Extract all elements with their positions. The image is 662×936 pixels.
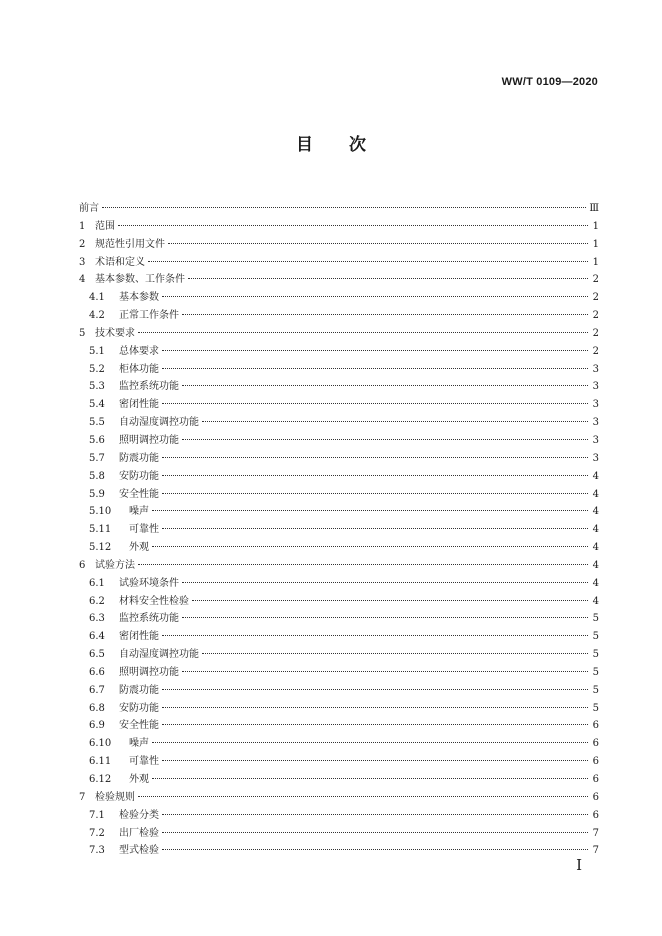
toc-entry-number: 6.4 <box>89 631 105 643</box>
toc-leader-dots <box>162 350 588 351</box>
toc-entry-number: 7.2 <box>89 827 105 839</box>
toc-entry[interactable] <box>79 842 599 860</box>
toc-entry-number: 7.3 <box>89 845 105 857</box>
toc-entry-number: 6.7 <box>89 684 105 696</box>
toc-entry-number: 6.11 <box>89 756 112 768</box>
toc-entry-number: 3 <box>79 256 86 268</box>
toc-entry-number: 5.11 <box>89 524 112 536</box>
toc-entry[interactable] <box>79 789 599 807</box>
toc-leader-dots <box>162 493 588 494</box>
toc-leader-dots <box>162 689 588 690</box>
toc-entry-page: 2 <box>592 327 599 339</box>
toc-entry-number: 7.1 <box>89 809 105 821</box>
toc-entry[interactable] <box>79 610 599 628</box>
toc-entry[interactable] <box>79 717 599 735</box>
toc-entry-page: 3 <box>592 381 599 393</box>
toc-leader-dots <box>162 403 588 404</box>
toc-entry-page: 3 <box>592 399 599 411</box>
toc-entry-page: 6 <box>592 738 599 750</box>
toc-entry[interactable] <box>79 432 599 450</box>
toc-entry-title: 可靠性 <box>129 524 159 536</box>
toc-entry[interactable] <box>79 664 599 682</box>
toc-entry[interactable] <box>79 735 599 753</box>
toc-entry[interactable] <box>79 682 599 700</box>
toc-entry-title: 基本参数、工作条件 <box>95 274 185 286</box>
toc-entry[interactable] <box>79 289 599 307</box>
toc-entry-page: 7 <box>592 827 599 839</box>
toc-entry[interactable] <box>79 343 599 361</box>
toc-entry-number: 5.12 <box>89 542 112 554</box>
toc-entry[interactable] <box>79 254 599 272</box>
toc-entry-title: 范围 <box>95 220 115 232</box>
toc-entry-number: 5.9 <box>89 488 105 500</box>
toc-entry[interactable] <box>79 361 599 379</box>
toc-entry-page: 1 <box>592 238 599 250</box>
toc-entry-title: 照明调控功能 <box>119 666 179 678</box>
toc-entry-number: 4 <box>79 274 86 286</box>
toc-leader-dots <box>162 832 588 833</box>
toc-entry-page: 2 <box>592 310 599 322</box>
toc-leader-dots <box>182 385 588 386</box>
toc-entry[interactable] <box>79 307 599 325</box>
toc-entry[interactable] <box>79 753 599 771</box>
toc-leader-dots <box>168 243 588 244</box>
toc-entry-title: 规范性引用文件 <box>95 238 165 250</box>
toc-entry-number: 4.2 <box>89 310 105 322</box>
toc-leader-dots <box>162 724 588 725</box>
toc-entry[interactable] <box>79 218 599 236</box>
toc-entry-page: 5 <box>592 666 599 678</box>
toc-entry[interactable] <box>79 396 599 414</box>
toc-entry-title: 出厂检验 <box>119 827 159 839</box>
toc-entry-number: 6.9 <box>89 720 105 732</box>
toc-entry-number: 5 <box>79 327 86 339</box>
toc-entry[interactable] <box>79 200 599 218</box>
toc-entry-title: 照明调控功能 <box>119 434 179 446</box>
toc-entry-title: 安防功能 <box>119 702 159 714</box>
toc-leader-dots <box>182 582 588 583</box>
toc-entry-number: 5.3 <box>89 381 105 393</box>
toc-leader-dots <box>162 849 588 850</box>
toc-entry-title: 正常工作条件 <box>119 310 179 322</box>
toc-leader-dots <box>162 707 588 708</box>
toc-entry-title: 自动湿度调控功能 <box>119 417 199 429</box>
toc-entry-page: 5 <box>592 613 599 625</box>
toc-leader-dots <box>192 600 588 601</box>
toc-title <box>0 130 662 155</box>
toc-entry-number: 5.8 <box>89 470 105 482</box>
toc-leader-dots <box>182 439 588 440</box>
toc-entry-number: 5.10 <box>89 506 112 518</box>
toc-entry-title: 安全性能 <box>119 720 159 732</box>
toc-entry[interactable] <box>79 807 599 825</box>
toc-entry-page: 4 <box>592 506 599 518</box>
toc-leader-dots <box>152 742 588 743</box>
toc-entry-page: 6 <box>592 791 599 803</box>
toc-entry-number: 6.8 <box>89 702 105 714</box>
toc-entry-title: 柜体功能 <box>119 363 159 375</box>
toc-leader-dots <box>162 760 588 761</box>
toc-entry[interactable] <box>79 414 599 432</box>
toc-title-part1: 目 <box>296 135 313 155</box>
toc-title-part2: 次 <box>349 135 366 155</box>
toc-entry-title: 噪声 <box>129 738 149 750</box>
toc-entry[interactable] <box>79 557 599 575</box>
toc-leader-dots <box>148 261 588 262</box>
toc-entry-title: 安全性能 <box>119 488 159 500</box>
toc-entry[interactable] <box>79 700 599 718</box>
toc-entry-title: 总体要求 <box>119 345 159 357</box>
page-number: Ⅰ <box>576 856 582 874</box>
toc-entry-title: 试验环境条件 <box>119 577 179 589</box>
toc-leader-dots <box>162 368 588 369</box>
toc-entry-title: 安防功能 <box>119 470 159 482</box>
toc-leader-dots <box>102 207 586 208</box>
toc-entry-number: 7 <box>79 791 86 803</box>
toc-entry[interactable] <box>79 503 599 521</box>
toc-entry-page: 5 <box>592 631 599 643</box>
toc-entry-number: 6.12 <box>89 774 112 785</box>
toc-entry-title: 监控系统功能 <box>119 613 179 625</box>
toc-entry-title: 术语和定义 <box>95 256 145 268</box>
toc-entry-number: 6.3 <box>89 613 105 625</box>
table-of-contents <box>79 200 599 860</box>
toc-entry[interactable] <box>79 450 599 468</box>
toc-entry[interactable] <box>79 468 599 486</box>
toc-leader-dots <box>162 296 588 297</box>
toc-entry-page: 6 <box>592 720 599 732</box>
toc-entry-title: 检验分类 <box>119 809 159 821</box>
toc-entry[interactable] <box>79 771 599 789</box>
toc-entry-number: 6.6 <box>89 666 105 678</box>
toc-entry-page: 4 <box>592 488 599 500</box>
toc-entry[interactable] <box>79 236 599 254</box>
toc-entry-title: 密闭性能 <box>119 399 159 411</box>
toc-entry-title: 检验规则 <box>95 791 135 803</box>
toc-entry-title: 自动湿度调控功能 <box>119 649 199 661</box>
toc-entry[interactable] <box>79 825 599 843</box>
toc-entry-number: 5.1 <box>89 345 105 357</box>
toc-entry-number: 6.5 <box>89 649 105 661</box>
toc-entry-number: 6.1 <box>89 577 105 589</box>
toc-entry-title: 可靠性 <box>129 756 159 768</box>
toc-entry-page: 4 <box>592 595 599 607</box>
toc-entry-page: 5 <box>592 649 599 661</box>
toc-entry-number: 5.5 <box>89 417 105 429</box>
toc-entry-title: 型式检验 <box>119 845 159 857</box>
toc-leader-dots <box>138 796 588 797</box>
toc-entry-number: 1 <box>79 220 86 232</box>
toc-entry-title: 技术要求 <box>95 327 135 339</box>
toc-entry-page: 2 <box>592 345 599 357</box>
toc-leader-dots <box>182 671 588 672</box>
toc-leader-dots <box>182 617 588 618</box>
toc-leader-dots <box>152 510 588 511</box>
toc-leader-dots <box>162 457 588 458</box>
toc-leader-dots <box>202 421 588 422</box>
toc-leader-dots <box>138 332 588 333</box>
toc-entry-page: 3 <box>592 434 599 446</box>
toc-entry[interactable] <box>79 486 599 504</box>
toc-entry-title: 前言 <box>79 203 99 214</box>
toc-entry-page: 4 <box>592 470 599 482</box>
toc-entry-page: 4 <box>592 542 599 554</box>
toc-entry[interactable] <box>79 593 599 611</box>
toc-entry[interactable] <box>79 271 599 289</box>
toc-leader-dots <box>138 564 588 565</box>
toc-entry-page: 4 <box>592 559 599 571</box>
toc-leader-dots <box>182 314 588 315</box>
toc-entry-title: 外观 <box>129 542 149 554</box>
toc-entry-page: 2 <box>592 292 599 304</box>
toc-entry-page: 7 <box>592 845 599 857</box>
toc-entry-page: 1 <box>592 220 599 232</box>
toc-entry-page: 5 <box>592 702 599 714</box>
toc-entry-page: 3 <box>592 452 599 464</box>
toc-entry[interactable] <box>79 575 599 593</box>
toc-entry[interactable] <box>79 325 599 343</box>
toc-entry-number: 5.7 <box>89 452 105 464</box>
toc-entry-number: 6 <box>79 559 86 571</box>
toc-entry[interactable] <box>79 521 599 539</box>
toc-entry-number: 4.1 <box>89 292 105 304</box>
toc-entry-page: 3 <box>592 363 599 375</box>
standard-code: WW/T 0109—2020 <box>501 76 598 88</box>
toc-entry-number: 6.10 <box>89 738 112 750</box>
toc-leader-dots <box>162 814 588 815</box>
toc-entry-page: Ⅲ <box>589 203 599 214</box>
toc-entry-page: 6 <box>592 756 599 768</box>
toc-leader-dots <box>188 278 588 279</box>
toc-leader-dots <box>162 635 588 636</box>
toc-entry-page: 1 <box>592 256 599 268</box>
toc-entry-page: 6 <box>592 774 599 785</box>
toc-entry-title: 试验方法 <box>95 559 135 571</box>
toc-entry-title: 基本参数 <box>119 292 159 304</box>
toc-entry-page: 3 <box>592 417 599 429</box>
toc-entry-title: 密闭性能 <box>119 631 159 643</box>
toc-entry-title: 噪声 <box>129 506 149 518</box>
toc-entry-title: 防震功能 <box>119 684 159 696</box>
toc-entry-number: 2 <box>79 238 86 250</box>
toc-leader-dots <box>162 475 588 476</box>
toc-entry-title: 外观 <box>129 774 149 785</box>
toc-entry-title: 监控系统功能 <box>119 381 179 393</box>
toc-entry[interactable] <box>79 646 599 664</box>
toc-entry-number: 5.4 <box>89 399 105 411</box>
toc-entry-number: 6.2 <box>89 595 105 607</box>
toc-entry[interactable] <box>79 378 599 396</box>
toc-entry-page: 2 <box>592 274 599 286</box>
toc-entry-page: 4 <box>592 577 599 589</box>
toc-leader-dots <box>152 778 588 779</box>
toc-leader-dots <box>152 546 588 547</box>
toc-entry-page: 6 <box>592 809 599 821</box>
toc-entry-title: 材料安全性检验 <box>119 595 189 607</box>
toc-leader-dots <box>118 225 588 226</box>
toc-entry[interactable] <box>79 539 599 557</box>
toc-entry[interactable] <box>79 628 599 646</box>
toc-entry-page: 5 <box>592 684 599 696</box>
toc-leader-dots <box>202 653 588 654</box>
toc-entry-page: 4 <box>592 524 599 536</box>
toc-entry-title: 防震功能 <box>119 452 159 464</box>
toc-leader-dots <box>162 528 588 529</box>
toc-entry-number: 5.6 <box>89 434 105 446</box>
toc-entry-number: 5.2 <box>89 363 105 375</box>
